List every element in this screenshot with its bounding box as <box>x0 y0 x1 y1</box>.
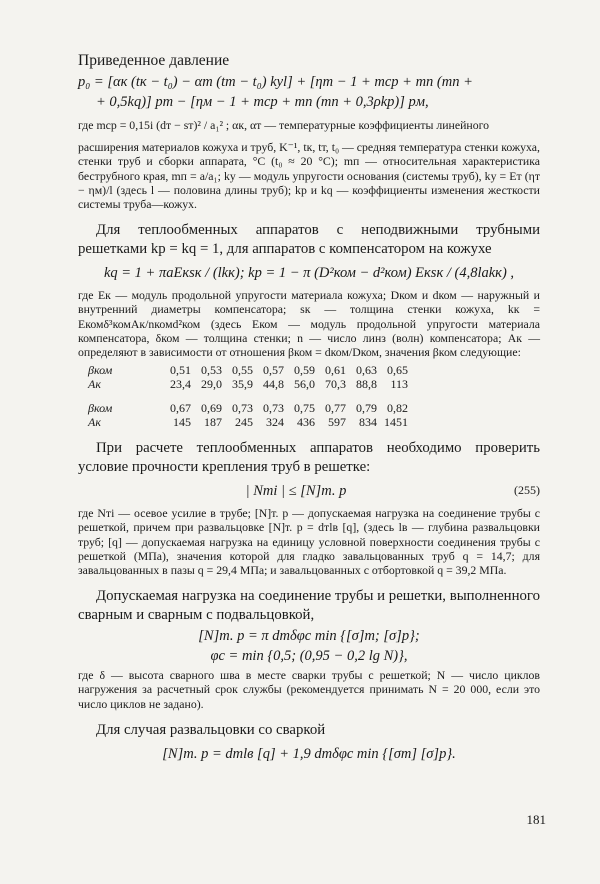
cell: 145 <box>173 415 191 430</box>
cell: 0,59 <box>294 363 315 378</box>
equation-number: (255) <box>514 483 540 498</box>
where-mcp: где mср = 0,15i (dт − sт)² / a₁² ; αк, αт — температурные коэффициенты линейного <box>78 118 490 132</box>
cell: 35,9 <box>232 377 253 392</box>
table-row <box>88 377 408 391</box>
paragraph-delta: где δ — высота сварного шва в месте сварки трубы с решеткой; N — число циклов нагружения за расчетный срок службы (рекомендуется принимать N = 20 000, если это число циклов не задано). <box>78 668 540 711</box>
cell: 113 <box>390 377 408 392</box>
cell: 187 <box>204 415 222 430</box>
cell: 834 <box>359 415 377 430</box>
cell: 44,8 <box>263 377 284 392</box>
cell: 0,53 <box>201 363 222 378</box>
equation-kq-kp: kq = 1 + πaEкsк / (lkк); kp = 1 − π (D²ком − d²ком) Eкsк / (4,8lakк) , <box>103 265 515 282</box>
row-label: Aк <box>88 415 101 430</box>
cell: 0,75 <box>294 401 315 416</box>
paragraph-ntp: где Nтi — осевое усилие в трубе; [N]т. р — допускаемая нагрузка на соединение трубы с решеткой, причем при развальцовке [N]т. р = dтlв [q], (здесь lв — глубина развальцовки труб; [q] — допускаемая нагрузка на единицу условной поверхности соединения трубы с решеткой (МПа), значения которой для гладко завальцованных труб q = 14,7; для завальцованных в пазы q = 29,4 МПа; и завальцованных с отбортовкой q = 39,2 МПа. <box>78 506 540 578</box>
cell: 0,65 <box>387 363 408 378</box>
paragraph-ek: где Eк — модуль продольной упругости материала кожуха; Dком и dком — наружный и внутренний диаметры компенсатора; sк — толщина стенки кожуха, kк = Eкомδ³комAк/nкомd²ком (здесь Eком — модуль продольной упругости материала компенсатора, δком — толщина стенки; n — число линз (волн) компенсатора; Aк — определяют в зависимости от отношения βком = dком/Dком, значения βком следующие: <box>78 288 540 360</box>
row-label: Aк <box>88 377 101 392</box>
cell: 0,73 <box>263 401 284 416</box>
cell: 0,57 <box>263 363 284 378</box>
table-row <box>88 415 408 429</box>
cell: 436 <box>297 415 315 430</box>
cell: 0,51 <box>170 363 191 378</box>
equation-255-body: | Nтi | ≤ [N]т. р <box>245 483 347 500</box>
row-label: βком <box>88 363 113 378</box>
equation-p0-line2: + 0,5kq)] pт − [ηм − 1 + mср + mп (mп + 0,3ρkp)] pм, <box>96 94 429 110</box>
cell: 88,8 <box>356 377 377 392</box>
equation-255 <box>78 483 540 500</box>
paragraph-fixed-tubesheet: Для теплообменных аппаратов с неподвижными трубными решетками kp = kq = 1, для аппаратов с компенсатором на кожухе <box>78 222 540 258</box>
cell: 0,77 <box>325 401 346 416</box>
cell: 0,67 <box>170 401 191 416</box>
cell: 597 <box>328 415 346 430</box>
paragraph-rolling-welding: Для случая развальцовки со сваркой <box>96 721 326 738</box>
table-row <box>88 401 408 415</box>
cell: 0,55 <box>232 363 253 378</box>
equation-ntp-welded: [N]т. р = π dтδφс min {[σ]т; [σ]р}; <box>198 628 420 645</box>
cell: 56,0 <box>294 377 315 392</box>
cell: 0,79 <box>356 401 377 416</box>
paragraph-expansion: расширения материалов кожуха и труб, K⁻¹, tк, tт, t₀ — средняя температура стенки кожуха, стенки труб и сборки аппарата, °C (t₀ ≈ 20 °C); mп — относительная характеристика беструбного края, mп = a/a₁; kу — модуль упругости основания (системы труб), kу = Eт (ηт − ηм)/l (здесь l — половина длины труб); kp и kq — коэффициенты изменения жесткости системы труба—кожух. <box>78 140 540 212</box>
cell: 0,63 <box>356 363 377 378</box>
cell: 0,61 <box>325 363 346 378</box>
equation-p0-line1: p₀ = [αк (tк − t₀) − αт (tт − t₀) kуl] + [ηт − 1 + mср + mп (mп + <box>78 74 473 90</box>
equation-final: [N]т. р = dтlв [q] + 1,9 dтδφс min {[σт] [σ]р}. <box>162 745 456 762</box>
row-label: βком <box>88 401 113 416</box>
equation-phi: φс = min {0,5; (0,95 − 0,2 lg N)}, <box>210 648 408 665</box>
cell: 23,4 <box>170 377 191 392</box>
paragraph-allowable-load: Допускаемая нагрузка на соединение трубы и решетки, выполненного сварным и сварным с подвальцовкой, <box>78 588 540 624</box>
cell: 0,73 <box>232 401 253 416</box>
cell: 324 <box>266 415 284 430</box>
cell: 29,0 <box>201 377 222 392</box>
coefficient-table <box>88 363 408 429</box>
paragraph-strength-check: При расчете теплообменных аппаратов необходимо проверить условие прочности крепления труб в решетке: <box>78 440 540 476</box>
table-row <box>88 363 408 377</box>
page-body <box>78 52 540 769</box>
page-number: 181 <box>526 812 546 827</box>
cell: 70,3 <box>325 377 346 392</box>
section-heading: Приведенное давление <box>78 52 230 69</box>
cell: 0,69 <box>201 401 222 416</box>
cell: 1451 <box>384 415 408 430</box>
cell: 245 <box>235 415 253 430</box>
cell: 0,82 <box>387 401 408 416</box>
